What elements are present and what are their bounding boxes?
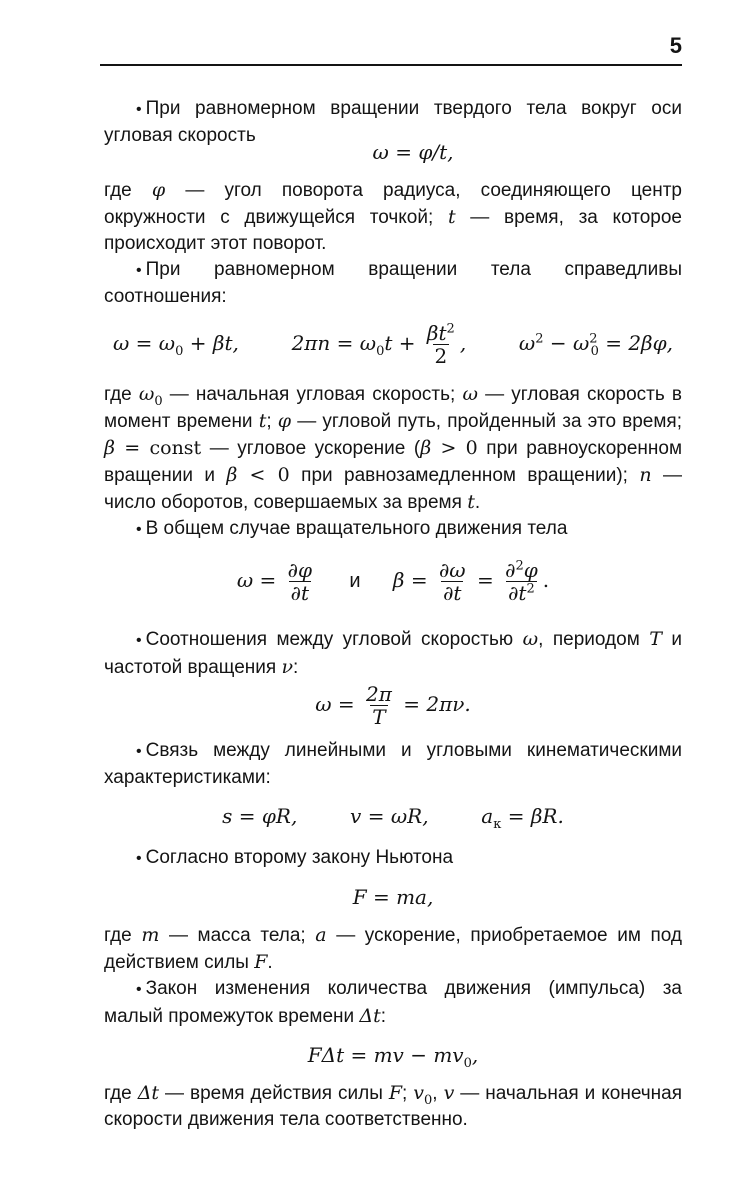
paragraph-note: где φ — угол поворота радиуса, соединяющего центр окружности с движущейся точкой; t — время, за которое происходит этот поворот. xyxy=(104,179,683,254)
paragraph-note: где $\omega_0$ — начальная угловая скорость; ω — угловая скорость в момент времени t; φ — угловой путь, пройденный за это время; β = const — угловое ускорение (β > 0 при равноускоренном вращении и β < 0 при равнозамедленном вращении); n — число оборотов, совершаемых за время t. xyxy=(104,383,683,513)
bullet-icon: • xyxy=(136,262,142,279)
bullet-icon: • xyxy=(136,743,142,760)
page-content xyxy=(104,96,682,1133)
paragraph-linear-angular xyxy=(104,738,682,791)
paragraph-note: где Δt — время действия силы F; $v_0$, v — начальная и конечная скорости движения тела соответственно. xyxy=(104,1082,683,1130)
header-rule xyxy=(100,64,682,66)
paragraph-note: где m — масса тела; a — ускорение, приобретаемое им под действием силы F. xyxy=(104,924,682,973)
bullet-icon: • xyxy=(136,521,142,538)
formula-linear-angular: s = φR, v = ωR, $a_к = \beta R$. xyxy=(222,804,564,832)
page-number: 5 xyxy=(669,33,682,58)
paragraph-momentum: • Закон изменения количества движения (импульса) за малый промежуток времени Δt: xyxy=(104,978,682,1027)
paragraph-text: Согласно второму закону Ньютона xyxy=(145,847,454,868)
formula-angular-velocity: ω = φ/t, xyxy=(372,140,454,164)
paragraph-period-frequency: • Соотношения между угловой скоростью ω, периодом T и частотой вращения ν: xyxy=(104,628,682,678)
bullet-icon: • xyxy=(136,981,142,998)
formula-momentum: FΔt = mv − $mv_0$, xyxy=(307,1043,479,1071)
paragraph-text: Связь между линейными и угловыми кинематическими характеристиками: xyxy=(104,740,682,788)
formula-uniform-acceleration: $\omega = \omega_0 + \beta t$, $2\pi n = \omega_0t$ + $\frac{\beta t^2}{2}$ , $\omega^2 - \omega^2_0 = 2\beta\varphi$, xyxy=(113,321,673,368)
formula-period: ω = $\frac{2\pi}{T}$ = 2πν. xyxy=(315,682,471,729)
paragraph-text: При равномерном вращении тела справедливы соотношения: xyxy=(104,259,682,307)
formula-derivatives: ω = $\frac{\partial\varphi}{\partial t}$ и β = $\frac{\partial\omega}{\partial t}$ = $\frac{\partial^2\varphi}{\partial t^2}$ . xyxy=(236,558,550,605)
bullet-icon: • xyxy=(136,632,142,649)
bullet-icon: • xyxy=(136,101,142,118)
paragraph-newton-law xyxy=(104,845,682,872)
paragraph-general-rotation xyxy=(104,516,682,543)
paragraph-text: При равномерном вращении твердого тела вокруг оси угловая скорость xyxy=(104,98,682,146)
bullet-icon: • xyxy=(136,850,142,867)
formula-newton: F = ma, xyxy=(352,885,434,909)
paragraph-relations xyxy=(104,257,682,310)
paragraph-text: В общем случае вращательного движения тела xyxy=(145,518,568,539)
